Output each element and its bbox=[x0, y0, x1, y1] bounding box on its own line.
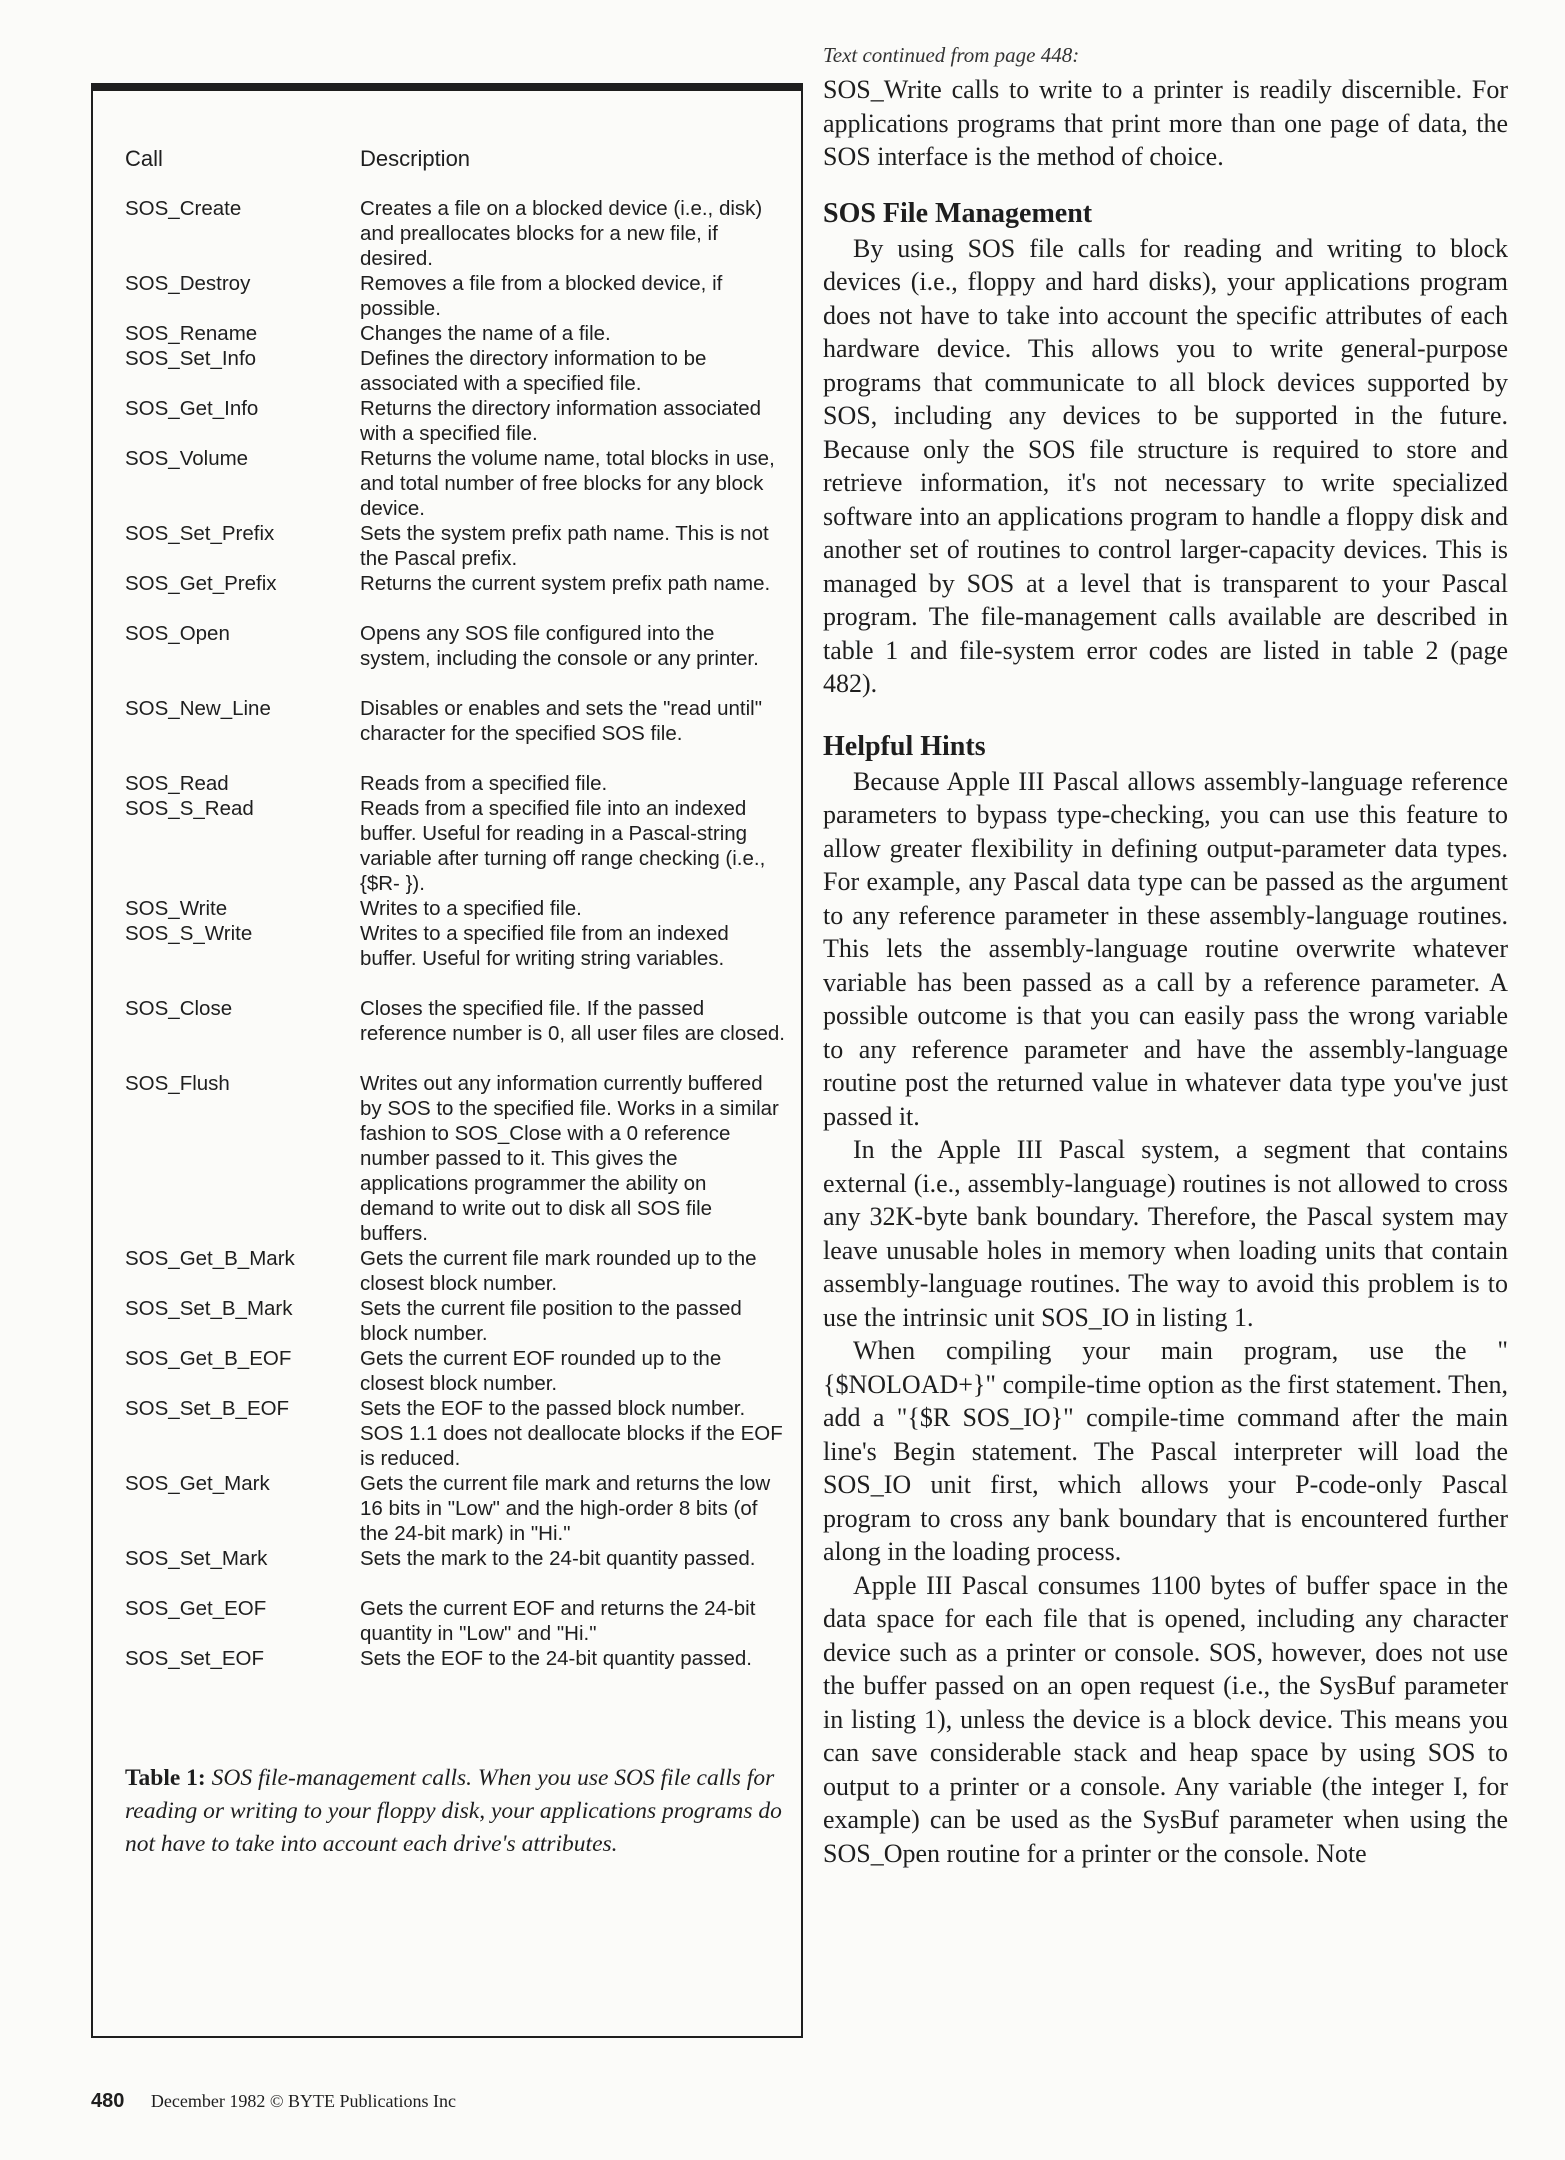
call-name: SOS_Write bbox=[125, 897, 228, 920]
call-name: SOS_Set_Prefix bbox=[125, 522, 275, 545]
paragraph: In the Apple III Pascal system, a segment that contains external (i.e., assembly-language) routines is not allowed to cross any 32K-byte bank boundary. Therefore, the Pascal system may leave unusable holes in memory when loading units that contain assembly-language routines. The way to avoid this problem is to use the intrinsic unit SOS_IO in listing 1. bbox=[823, 1135, 1508, 1332]
call-description: Gets the current file mark rounded up to the closest block number. bbox=[360, 1247, 757, 1295]
paragraph: When compiling your main program, use the "{$NOLOAD+}" compile-time option as the first statement. Then, add a "{$R SOS_IO}" compile-time command after the main line's Begin statement. The Pascal interpreter will load the SOS_IO unit first, which allows your P-code-only Pascal program to cross any bank boundary that is encountered further along in the loading process. bbox=[823, 1336, 1508, 1566]
call-name: SOS_S_Write bbox=[125, 922, 253, 945]
page-number: 480 bbox=[91, 2090, 125, 2112]
table-caption bbox=[125, 1762, 785, 1861]
call-description: Sets the mark to the 24-bit quantity passed. bbox=[360, 1547, 756, 1570]
call-name: SOS_Get_EOF bbox=[125, 1597, 267, 1620]
footer-text: December 1982 © BYTE Publications Inc bbox=[150, 2091, 456, 2111]
call-description: Gets the current file mark and returns the low 16 bits in "Low" and the high-order 8 bits (of the 24-bit mark) in "Hi." bbox=[360, 1472, 771, 1545]
call-name: SOS_Set_B_Mark bbox=[125, 1297, 293, 1320]
article-column bbox=[823, 73, 1508, 1870]
call-description: Sets the current file position to the passed block number. bbox=[360, 1297, 742, 1345]
call-description: Removes a file from a blocked device, if possible. bbox=[360, 272, 723, 320]
call-name: SOS_Volume bbox=[125, 447, 249, 470]
call-name: SOS_S_Read bbox=[125, 797, 254, 820]
paragraph: By using SOS file calls for reading and writing to block devices (i.e., floppy and hard disks), your applications program does not have to take into account the specific attributes of each hardware device. This allows you to write general-purpose programs that communicate to all block devices supported by SOS, including any devices to be supported in the future. Because only the SOS file structure is required to store and retrieve information, it's not necessary to write specialized software into an applications program to handle a floppy disk and another set of routines to control larger-capacity devices. This is managed by SOS at a level that is transparent to your Pascal program. The file-management calls available are described in table 1 and file-system error codes are listed in table 2 (page 482). bbox=[823, 233, 1508, 698]
paragraph: Apple III Pascal consumes 1100 bytes of buffer space in the data space for each file that is opened, including any character device such as a printer or console. SOS, however, does not use the buffer passed on an open request (i.e., the SysBuf parameter in listing 1), unless the device is a block device. This means you can save considerable stack and heap space by using SOS to output to a printer or a console. Any variable (the integer I, for example) can be used as the SysBuf parameter when using the SOS_Open routine for a printer or the console. Note bbox=[823, 1570, 1508, 1868]
section-heading: SOS File Management bbox=[823, 197, 1093, 229]
call-name: SOS_Set_EOF bbox=[125, 1647, 265, 1670]
call-name: SOS_Rename bbox=[125, 322, 258, 345]
call-name: SOS_Destroy bbox=[125, 272, 251, 295]
call-description: Returns the current system prefix path name. bbox=[360, 572, 771, 595]
call-name: SOS_New_Line bbox=[125, 697, 271, 720]
call-name: SOS_Get_Prefix bbox=[125, 572, 277, 595]
caption-text: SOS file-management calls. When you use SOS file calls for reading or writing to your floppy disk, your applications programs do not have to take into account each drive's attributes. bbox=[125, 1765, 782, 1857]
call-description: Reads from a specified file into an indexed buffer. Useful for reading in a Pascal-string variable after turning off range checking (i.e., {$R- }). bbox=[360, 797, 766, 895]
call-description: Defines the directory information to be associated with a specified file. bbox=[360, 347, 707, 395]
call-description: Creates a file on a blocked device (i.e., disk) and preallocates blocks for a new file, if desired. bbox=[360, 197, 763, 270]
section-heading: Helpful Hints bbox=[823, 730, 986, 762]
call-name: SOS_Get_Mark bbox=[125, 1472, 270, 1495]
caption-label: Table 1: bbox=[125, 1765, 206, 1791]
call-name: SOS_Close bbox=[125, 997, 233, 1020]
header-call: Call bbox=[125, 146, 163, 171]
call-description: Returns the volume name, total blocks in use, and total number of free blocks for any block device. bbox=[360, 447, 775, 520]
call-description: Opens any SOS file configured into the system, including the console or any printer. bbox=[360, 622, 759, 670]
call-name: SOS_Flush bbox=[125, 1072, 230, 1095]
header-description: Description bbox=[360, 146, 471, 171]
continued-note: Text continued from page 448: bbox=[823, 43, 1080, 67]
page-footer bbox=[91, 2090, 456, 2113]
call-description: Writes to a specified file from an indexed buffer. Useful for writing string variables. bbox=[360, 922, 729, 970]
call-name: SOS_Get_Info bbox=[125, 397, 259, 420]
call-description: Sets the system prefix path name. This is not the Pascal prefix. bbox=[360, 522, 769, 570]
call-name: SOS_Set_B_EOF bbox=[125, 1397, 290, 1420]
call-name: SOS_Get_B_EOF bbox=[125, 1347, 292, 1370]
call-description: Changes the name of a file. bbox=[360, 322, 611, 345]
paragraph: SOS_Write calls to write to a printer is readily discernible. For applications programs that print more than one page of data, the SOS interface is the method of choice. bbox=[823, 75, 1508, 171]
call-description: Writes to a specified file. bbox=[360, 897, 582, 920]
call-description: Disables or enables and sets the "read until" character for the specified SOS file. bbox=[360, 697, 763, 745]
call-description: Reads from a specified file. bbox=[360, 772, 608, 795]
paragraph: Because Apple III Pascal allows assembly-language reference parameters to bypass type-checking, you can use this feature to allow greater flexibility in defining output-parameter data types. For example, any Pascal data type can be passed as the argument to any reference parameter in these assembly-language routines. This lets the assembly-language routine overwrite whatever variable has been passed as a call by a reference parameter. A possible outcome is that you can easily pass the wrong variable to any reference parameter and have the assembly-language routine post the returned value in whatever data type you've just passed it. bbox=[823, 766, 1508, 1131]
call-description: Gets the current EOF and returns the 24-bit quantity in "Low" and "Hi." bbox=[360, 1597, 756, 1645]
call-description: Writes out any information currently buffered by SOS to the specified file. Works in a similar fashion to SOS_Close with a 0 reference number passed to it. This gives the applications programmer the ability on demand to write out to disk all SOS file buffers. bbox=[360, 1072, 779, 1245]
call-description: Closes the specified file. If the passed reference number is 0, all user files are closed. bbox=[360, 997, 786, 1045]
call-description: Sets the EOF to the passed block number. SOS 1.1 does not deallocate blocks if the EOF is reduced. bbox=[360, 1397, 783, 1470]
call-description: Returns the directory information associated with a specified file. bbox=[360, 397, 762, 445]
call-name: SOS_Set_Info bbox=[125, 347, 257, 370]
call-name: SOS_Set_Mark bbox=[125, 1547, 268, 1570]
call-name: SOS_Open bbox=[125, 622, 230, 645]
call-description: Sets the EOF to the 24-bit quantity passed. bbox=[360, 1647, 753, 1670]
call-description: Gets the current EOF rounded up to the closest block number. bbox=[360, 1347, 722, 1395]
call-name: SOS_Read bbox=[125, 772, 229, 795]
call-name: SOS_Create bbox=[125, 197, 242, 220]
call-name: SOS_Get_B_Mark bbox=[125, 1247, 295, 1270]
